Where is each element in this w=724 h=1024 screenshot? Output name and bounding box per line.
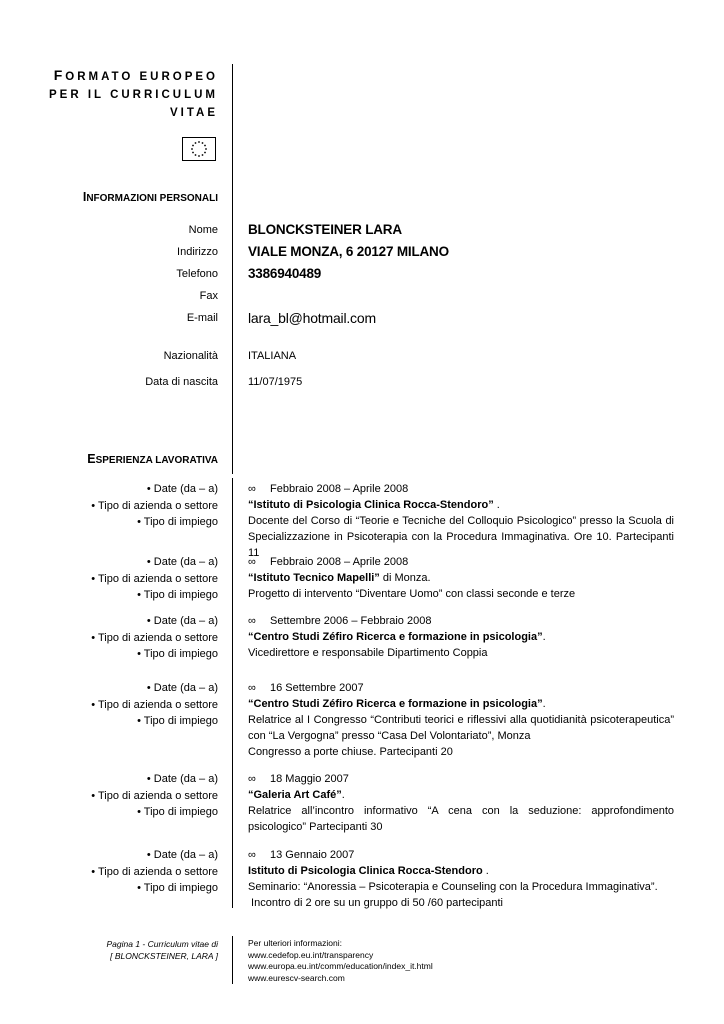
footer-name-line: [ BLONCKSTEINER, LARA ] [110, 951, 218, 961]
label-date: • Date (da – a) [146, 483, 218, 495]
value-email[interactable]: lara_bl@hotmail.com [248, 310, 376, 326]
label-company: • Tipo di azienda o settore [91, 789, 218, 802]
title-line2: PER IL CURRICULUM [49, 89, 218, 101]
footer-link-eurescv[interactable]: www.eurescv-search.com [248, 972, 345, 983]
section-rest: NFORMAZIONI PERSONALI [86, 193, 218, 204]
entry-company-rest: . [493, 499, 500, 511]
label-nazionalita: Nazionalità [163, 350, 218, 362]
entry-company: “Istituto di Psicologia Clinica Rocca-Stendoro” [248, 499, 494, 511]
entry-company-rest: . [482, 865, 489, 877]
label-job: • Tipo di impiego [137, 882, 218, 894]
experience-entry [248, 680, 674, 760]
label-data-nascita: Data di nascita [145, 376, 218, 388]
entry-company: “Galeria Art Café” [248, 789, 342, 801]
label-company: • Tipo di azienda o settore [91, 631, 218, 644]
experience-entry [248, 771, 674, 835]
label-indirizzo: Indirizzo [177, 246, 218, 258]
title-line1: ORMATO EUROPEO [65, 71, 218, 83]
title-line3: VITAE [169, 107, 218, 119]
label-job: • Tipo di impiego [137, 715, 218, 727]
entry-company-rest: di Monza. [379, 572, 431, 584]
entry-date: 16 Settembre 2007 [270, 682, 364, 694]
value-indirizzo: VIALE MONZA, 6 20127 MILANO [248, 244, 449, 259]
entry-date: Settembre 2006 – Febbraio 2008 [270, 615, 432, 627]
entry-labels [91, 847, 218, 897]
cv-title [49, 66, 218, 122]
entry-date: 18 Maggio 2007 [270, 773, 349, 785]
label-date: • Date (da – a) [146, 682, 218, 694]
experience-section-heading [87, 452, 218, 466]
label-date: • Date (da – a) [146, 556, 218, 568]
entry-company-rest: . [542, 631, 546, 643]
section-cap: E [87, 452, 96, 466]
label-date: • Date (da – a) [146, 615, 218, 627]
divider-bottom [232, 478, 233, 908]
entry-date: Febbraio 2008 – Aprile 2008 [270, 483, 409, 495]
value-telefono: 3386940489 [248, 266, 322, 281]
entry-labels [91, 613, 218, 663]
entry-description: Docente del Corso di “Teorie e Tecniche del Colloquio Psicologico” presso la Scuola di Specializzazione in Psicoterapia con la Procedura Immaginativa. Ore 10. Partecipanti 11 [248, 515, 674, 559]
entry-date: Febbraio 2008 – Aprile 2008 [270, 556, 409, 568]
entry-date: 13 Gennaio 2007 [270, 849, 355, 861]
eu-flag-icon [182, 137, 216, 161]
value-nome: BLONCKSTEINER LARA [248, 222, 402, 237]
divider-footer [232, 936, 233, 984]
infinity-bullet-icon: ∞ [248, 773, 256, 785]
section-rest: SPERIENZA LAVORATIVA [95, 455, 218, 466]
value-data-nascita: 11/07/1975 [248, 376, 303, 388]
entry-description: Progetto di intervento “Diventare Uomo” con classi seconde e terze [248, 588, 576, 600]
entry-company-rest: . [542, 698, 546, 710]
divider-top [232, 64, 233, 474]
entry-description-extra: Congresso a porte chiuse. Partecipanti 20 [248, 746, 453, 758]
footer-page-line: Pagina 1 - Curriculum vitae di [106, 939, 218, 949]
experience-entry [248, 554, 674, 602]
entry-company: “Centro Studi Zéfiro Ricerca e formazione in psicologia” [248, 698, 543, 710]
footer-links [248, 938, 433, 984]
entry-description-extra: Incontro di 2 ore su un gruppo di 50 /60 partecipanti [248, 897, 504, 909]
label-job: • Tipo di impiego [137, 516, 218, 528]
label-company: • Tipo di azienda o settore [91, 698, 218, 711]
label-telefono: Telefono [176, 268, 218, 280]
label-job: • Tipo di impiego [137, 648, 218, 660]
title-cap: F [53, 67, 66, 83]
label-nome: Nome [188, 224, 218, 236]
entry-description: Seminario: “Anoressia – Psicoterapia e Counseling con la Procedura Immaginativa”. [248, 881, 658, 893]
entry-labels [91, 554, 218, 604]
entry-company: Istituto di Psicologia Clinica Rocca-Stendoro [248, 865, 483, 877]
infinity-bullet-icon: ∞ [248, 483, 256, 495]
entry-company-rest: . [341, 789, 345, 801]
entry-labels [91, 481, 218, 531]
infinity-bullet-icon: ∞ [248, 615, 256, 627]
experience-entry [248, 847, 674, 911]
entry-labels [91, 680, 218, 730]
footer-page-info [107, 938, 219, 962]
entry-company: “Istituto Tecnico Mapelli” [248, 572, 380, 584]
label-company: • Tipo di azienda o settore [91, 572, 218, 585]
label-date: • Date (da – a) [146, 773, 218, 785]
label-company: • Tipo di azienda o settore [91, 499, 218, 512]
entry-description: Relatrice all’incontro informativo “A cena con la seduzione: approfondimento psicologico” Partecipanti 30 [248, 805, 674, 833]
entry-description: Relatrice al I Congresso “Contributi teorici e riflessivi alla quotidianità psicoterapeutica” con “La Vergogna” presso “Casa Del Volontariato”, Monza [248, 714, 674, 742]
infinity-bullet-icon: ∞ [248, 556, 256, 568]
experience-entry [248, 481, 674, 561]
label-email: E-mail [186, 312, 218, 324]
section-cap: I [82, 190, 87, 204]
infinity-bullet-icon: ∞ [248, 849, 256, 861]
label-company: • Tipo di azienda o settore [91, 865, 218, 878]
footer-link-europa[interactable]: www.europa.eu.int/comm/education/index_it.html [248, 961, 433, 971]
personal-section-heading [83, 190, 218, 204]
footer-link-cedefop[interactable]: www.cedefop.eu.int/transparency [248, 949, 374, 960]
entry-company: “Centro Studi Zéfiro Ricerca e formazione in psicologia” [248, 631, 543, 643]
label-fax: Fax [199, 290, 218, 302]
infinity-bullet-icon: ∞ [248, 682, 256, 694]
experience-entry [248, 613, 674, 661]
label-job: • Tipo di impiego [137, 589, 218, 601]
entry-description: Vicedirettore e responsabile Dipartimento Coppia [248, 647, 488, 659]
label-date: • Date (da – a) [146, 849, 218, 861]
label-job: • Tipo di impiego [137, 806, 218, 818]
value-nazionalita: ITALIANA [248, 350, 297, 362]
entry-labels [91, 771, 218, 821]
footer-info-label: Per ulteriori informazioni: [248, 938, 343, 948]
